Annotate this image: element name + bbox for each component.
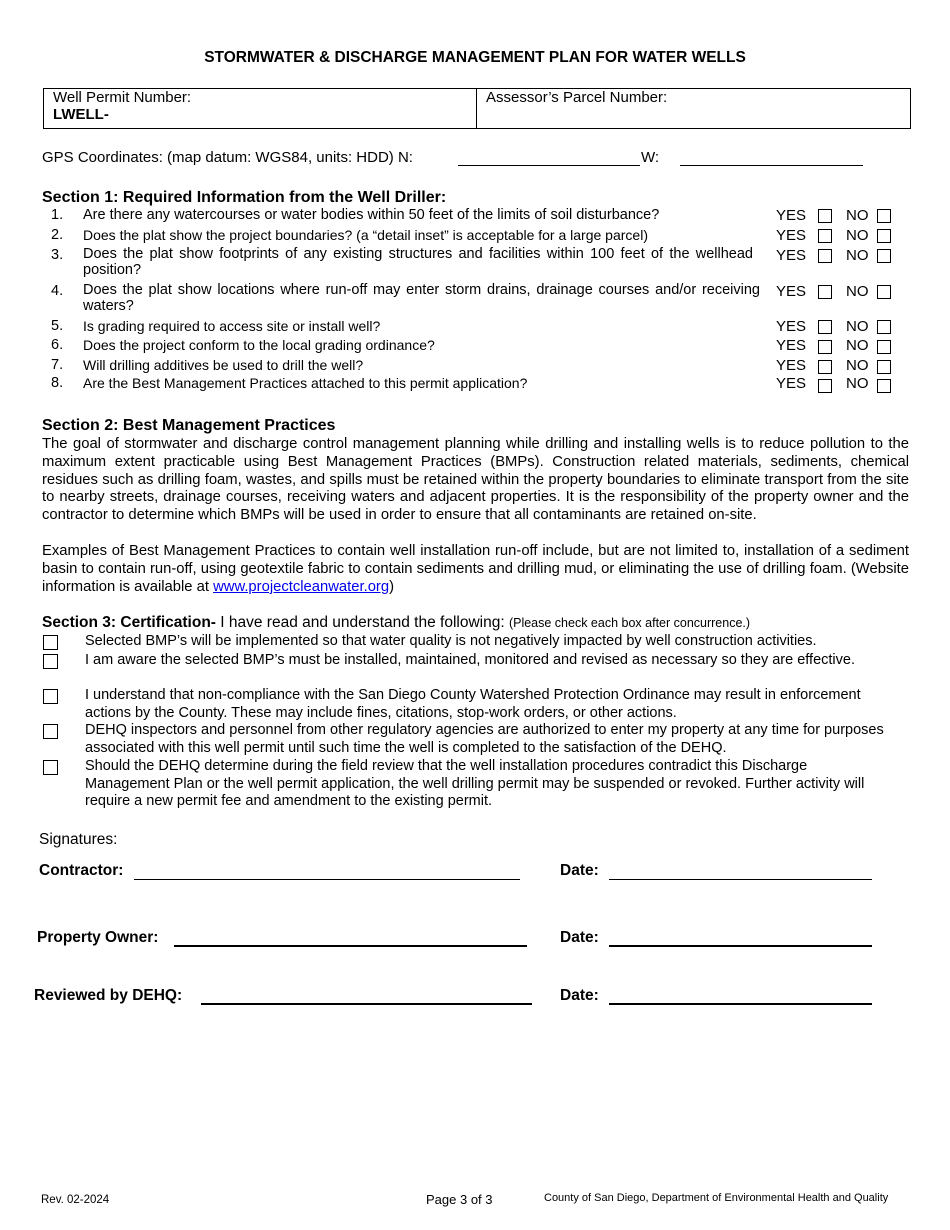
- q2-yes-checkbox[interactable]: [818, 229, 832, 243]
- well-permit-value[interactable]: LWELL-: [53, 106, 109, 123]
- q7-text: Will drilling additives be used to drill the well?: [83, 357, 364, 373]
- q6-yes-label: YES: [776, 337, 807, 354]
- q7-number: 7.: [51, 357, 64, 373]
- q3-yes-label: YES: [776, 247, 807, 264]
- q3-text: Does the plat show footprints of any existing structures and facilities within 100 feet of the wellhead position?: [83, 246, 753, 278]
- q1-yes-checkbox[interactable]: [818, 209, 832, 223]
- q4-no-label: NO: [846, 283, 869, 300]
- section3-heading-line: [42, 614, 750, 632]
- agency-name: County of San Diego, Department of Environmental Health and Quality: [544, 1192, 889, 1204]
- q1-text: Are there any watercourses or water bodies within 50 feet of the limits of soil disturbance?: [83, 207, 660, 223]
- q3-no-checkbox[interactable]: [877, 249, 891, 263]
- q1-no-label: NO: [846, 207, 869, 224]
- owner-date-label: Date:: [560, 929, 599, 946]
- q3-number: 3.: [51, 247, 64, 263]
- q6-yes-checkbox[interactable]: [818, 340, 832, 354]
- section2-heading: Section 2: Best Management Practices: [42, 417, 336, 434]
- q1-number: 1.: [51, 207, 64, 223]
- q8-no-label: NO: [846, 375, 869, 392]
- cert-4-text: DEHQ inspectors and personnel from other regulatory agencies are authorized to enter my property at any time for purposes associated with this well permit until such time the well is completed to the satisfaction of the DEHQ.: [85, 722, 884, 756]
- section3-note: (Please check each box after concurrence.): [508, 616, 751, 630]
- q2-no-checkbox[interactable]: [877, 229, 891, 243]
- bmp-paragraph-2-text: Examples of Best Management Practices to contain well installation run-off include, but are not limited to, installation of a sediment basin to contain run-off, using geotextile fabric to contain sediments and drilling mud, or eliminating the use of drilling foam. (Website information is available at: [42, 543, 909, 595]
- q4-no-checkbox[interactable]: [877, 285, 891, 299]
- q2-text: Does the plat show the project boundaries? (a “detail inset” is acceptable for a large parcel): [83, 227, 648, 243]
- property-owner-label: Property Owner:: [37, 929, 159, 946]
- section3-heading: Section 3: Certification-: [42, 614, 216, 631]
- q8-number: 8.: [51, 375, 64, 391]
- q8-text: Are the Best Management Practices attached to this permit application?: [83, 375, 528, 391]
- cert-5-checkbox[interactable]: [43, 760, 58, 775]
- cert-1-checkbox[interactable]: [43, 635, 58, 650]
- gps-label: GPS Coordinates: (map datum: WGS84, units: HDD) N:: [42, 149, 413, 166]
- q7-no-checkbox[interactable]: [877, 360, 891, 374]
- dehq-date-line[interactable]: [609, 1003, 872, 1005]
- contractor-signature-line[interactable]: [134, 879, 520, 880]
- cert-3-text: I understand that non-compliance with the San Diego County Watershed Protection Ordinance may result in enforcement actions by the County. These may include fines, citations, stop-work orders, or other actions.: [85, 687, 861, 721]
- gps-n-field[interactable]: [458, 165, 640, 166]
- well-permit-label: Well Permit Number:: [53, 89, 192, 106]
- contractor-label: Contractor:: [39, 862, 124, 879]
- q7-yes-label: YES: [776, 357, 807, 374]
- q1-yes-label: YES: [776, 207, 807, 224]
- q2-no-label: NO: [846, 227, 869, 244]
- projectcleanwater-link[interactable]: www.projectcleanwater.org: [213, 578, 390, 595]
- cert-2-text: I am aware the selected BMP’s must be installed, maintained, monitored and revised as necessary so they are effective.: [85, 652, 855, 668]
- gps-w-label: W:: [641, 149, 660, 166]
- q4-number: 4.: [51, 283, 64, 299]
- signatures-heading: Signatures:: [39, 831, 118, 848]
- q4-yes-label: YES: [776, 283, 807, 300]
- q3-no-label: NO: [846, 247, 869, 264]
- contractor-date-line[interactable]: [609, 879, 872, 880]
- page-number: Page 3 of 3: [426, 1192, 493, 1207]
- section1-heading: Section 1: Required Information from the Well Driller:: [42, 189, 447, 206]
- permit-number-box: [43, 88, 911, 129]
- contractor-date-label: Date:: [560, 862, 599, 879]
- q6-no-label: NO: [846, 337, 869, 354]
- cert-3-checkbox[interactable]: [43, 689, 58, 704]
- permit-box-divider: [476, 89, 477, 128]
- parcel-number-label: Assessor’s Parcel Number:: [486, 89, 668, 106]
- bmp-paragraph-1: The goal of stormwater and discharge control management planning while drilling and installing wells is to reduce pollution to the maximum extent practicable using Best Management Practices (BMPs). Construction related materials, sediments, chemical residues such as drilling foam, wastes, and spills must be retained within the property boundaries to eliminate transport from the site to nearby streets, drainage courses, receiving waters and adjacent properties. It is the responsibility of the property owner and the contractor to determine which BMPs will be used in order to ensure that all contaminants are retained on-site.: [42, 436, 909, 524]
- q5-text: Is grading required to access site or install well?: [83, 318, 381, 334]
- q6-number: 6.: [51, 337, 64, 353]
- q1-no-checkbox[interactable]: [877, 209, 891, 223]
- q4-text: Does the plat show locations where run-off may enter storm drains, drainage courses and/or receiving waters?: [83, 282, 760, 314]
- bmp-paragraph-2: [42, 543, 909, 596]
- cert-2-checkbox[interactable]: [43, 654, 58, 669]
- owner-signature-line[interactable]: [174, 945, 527, 947]
- q5-no-label: NO: [846, 318, 869, 335]
- q2-number: 2.: [51, 227, 64, 243]
- q5-yes-label: YES: [776, 318, 807, 335]
- section3-intro: I have read and understand the following:: [215, 614, 509, 631]
- q5-yes-checkbox[interactable]: [818, 320, 832, 334]
- reviewed-by-dehq-label: Reviewed by DEHQ:: [34, 987, 183, 1004]
- q7-yes-checkbox[interactable]: [818, 360, 832, 374]
- revision-label: Rev. 02-2024: [41, 1194, 110, 1206]
- q8-no-checkbox[interactable]: [877, 379, 891, 393]
- dehq-date-label: Date:: [560, 987, 599, 1004]
- q7-no-label: NO: [846, 357, 869, 374]
- q5-no-checkbox[interactable]: [877, 320, 891, 334]
- gps-w-field[interactable]: [680, 165, 863, 166]
- cert-5-text: Should the DEHQ determine during the field review that the well installation procedures contradict this Discharge Management Plan or the well permit application, the well drilling permit may be suspended or revoked. Further activity will require a new permit fee and amendment to the existing permit.: [85, 758, 865, 809]
- dehq-signature-line[interactable]: [201, 1003, 532, 1005]
- q5-number: 5.: [51, 318, 64, 334]
- page-title: STORMWATER & DISCHARGE MANAGEMENT PLAN FOR WATER WELLS: [204, 49, 746, 66]
- q3-yes-checkbox[interactable]: [818, 249, 832, 263]
- q8-yes-checkbox[interactable]: [818, 379, 832, 393]
- q4-yes-checkbox[interactable]: [818, 285, 832, 299]
- q8-yes-label: YES: [776, 375, 807, 392]
- bmp-paragraph-2-end: ): [389, 578, 395, 595]
- cert-1-text: Selected BMP’s will be implemented so that water quality is not negatively impacted by well construction activities.: [85, 633, 817, 649]
- owner-date-line[interactable]: [609, 945, 872, 947]
- q6-text: Does the project conform to the local grading ordinance?: [83, 337, 435, 353]
- q2-yes-label: YES: [776, 227, 807, 244]
- cert-4-checkbox[interactable]: [43, 724, 58, 739]
- q6-no-checkbox[interactable]: [877, 340, 891, 354]
